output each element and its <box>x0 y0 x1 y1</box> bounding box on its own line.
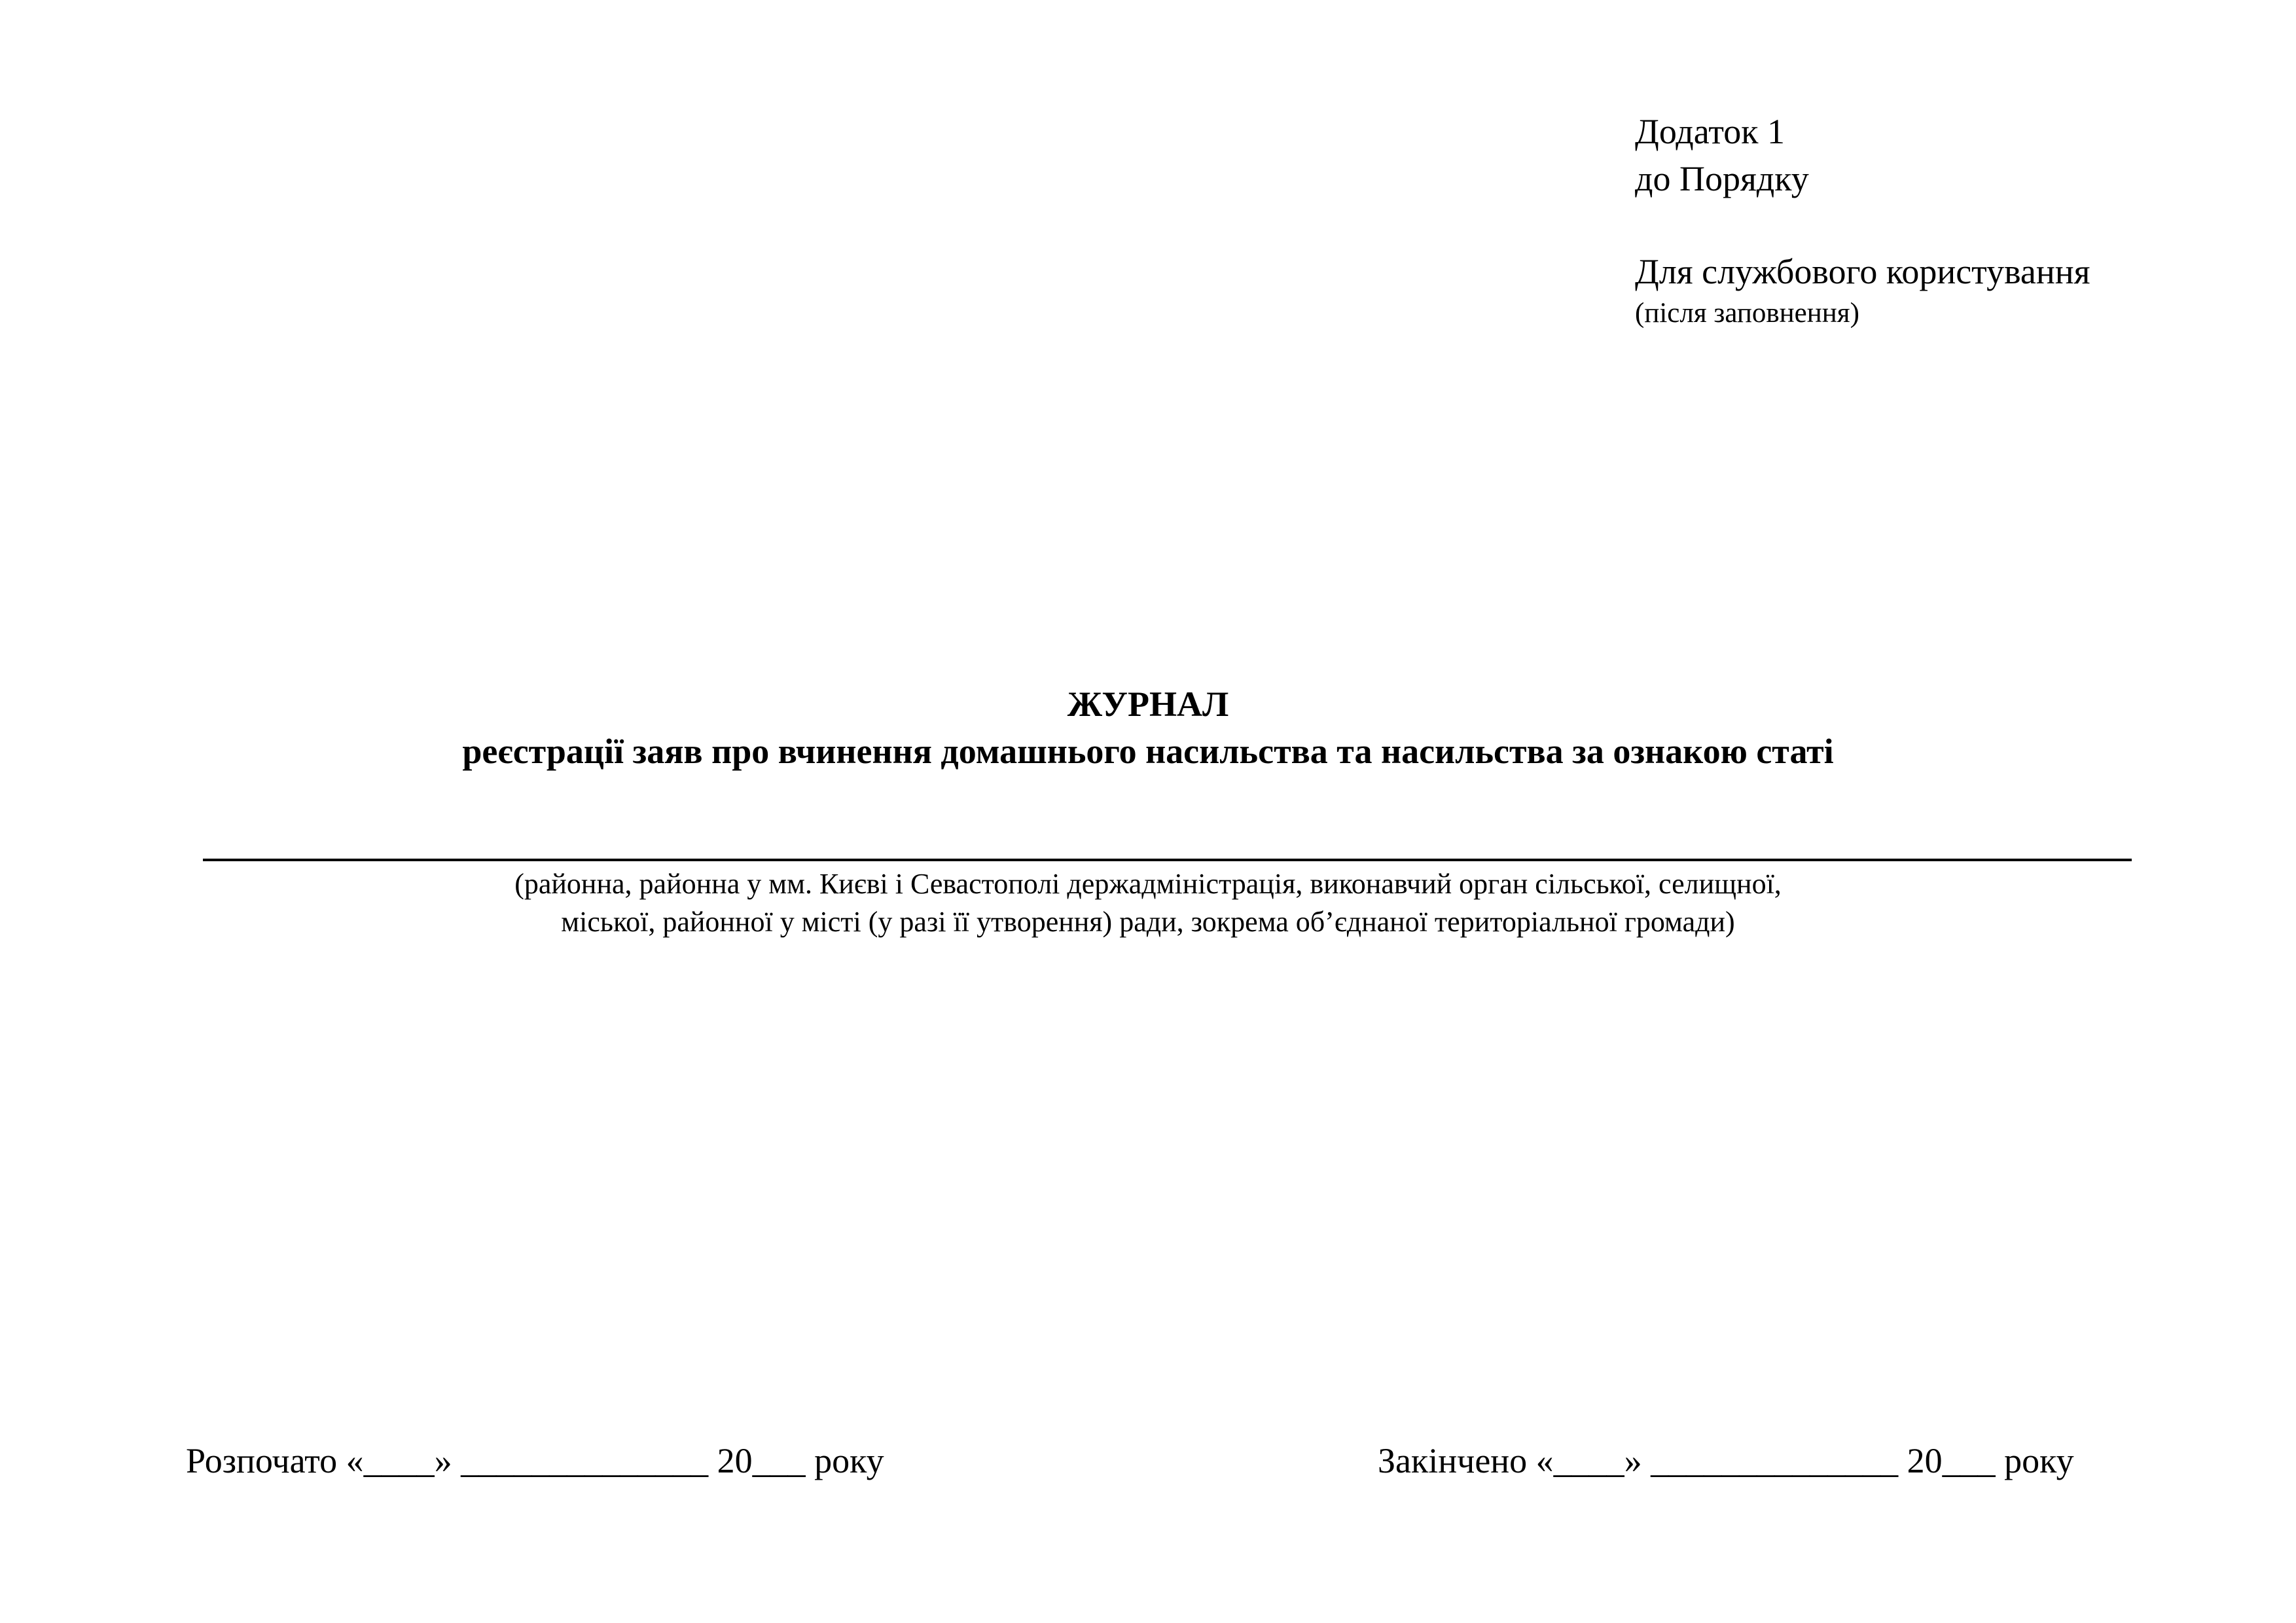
organization-caption-line-1: (районна, районна у мм. Києві і Севастополі держадміністрація, виконавчий орган сільської, селищної, <box>514 868 1782 900</box>
organization-caption-line-2: міської, районної у місті (у разі її утворення) ради, зокрема об’єднаної територіальної громади) <box>561 906 1735 938</box>
restriction-note: (після заповнення) <box>1635 298 1859 329</box>
restriction-label: Для службового користування <box>1635 252 2090 291</box>
annex-block <box>1635 108 2090 332</box>
started-date-line: Розпочато «____» ______________ 20___ року <box>186 1441 884 1480</box>
annex-number: Додаток 1 <box>1635 112 1785 151</box>
finished-date-line: Закінчено «____» ______________ 20___ року <box>1378 1441 2074 1480</box>
journal-subheading: реєстрації заяв про вчинення домашнього насильства та насильства за ознакою статі <box>462 732 1834 771</box>
annex-spacer <box>1635 202 2090 248</box>
organization-caption <box>0 865 2296 941</box>
journal-title-block <box>0 681 2296 775</box>
organization-fill-line <box>203 859 2132 861</box>
annex-reference: до Порядку <box>1635 159 1809 198</box>
journal-heading: ЖУРНАЛ <box>1067 685 1229 724</box>
